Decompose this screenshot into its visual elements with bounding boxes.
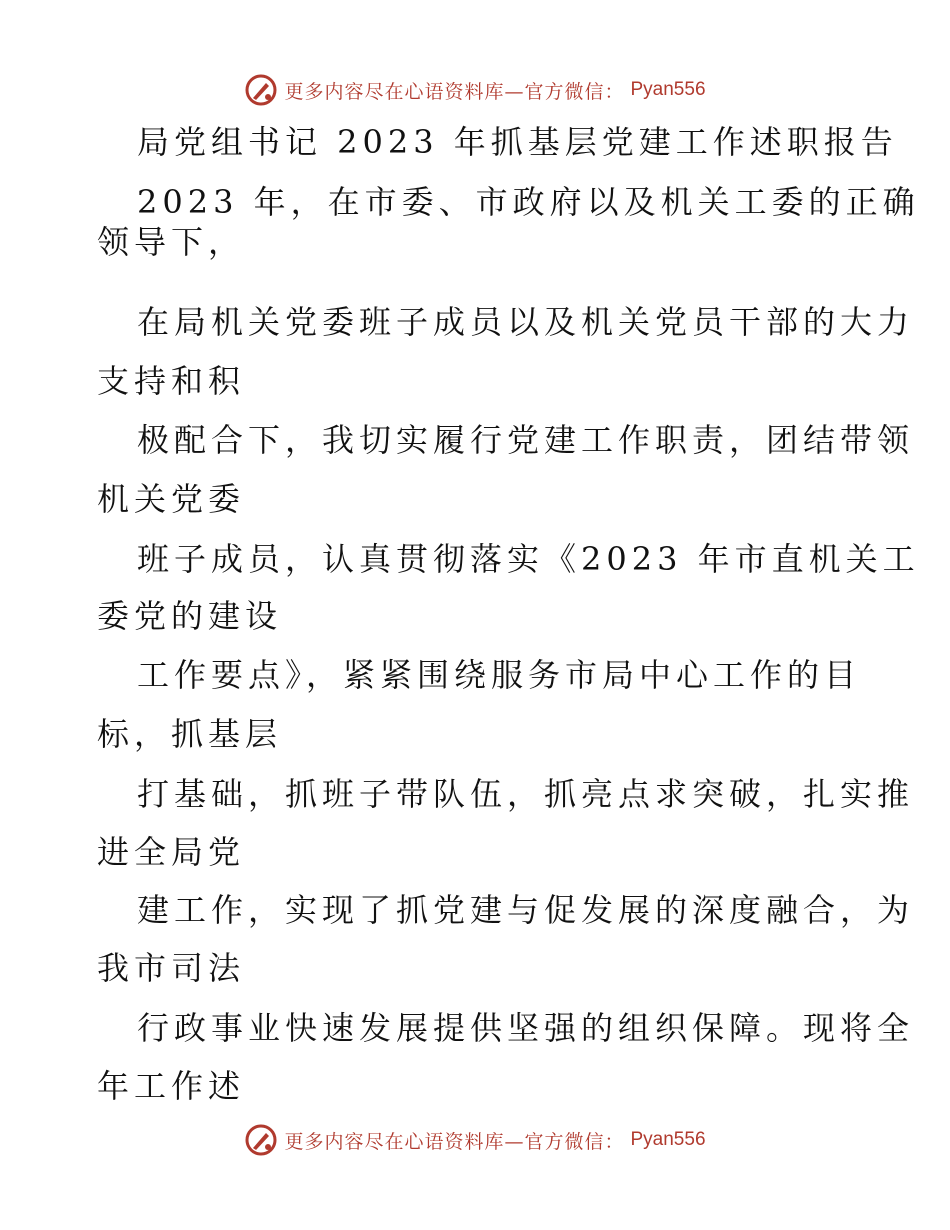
text-line: 年工作述 (97, 1067, 246, 1105)
header-watermark (0, 70, 950, 110)
text-line: 标，抓基层 (97, 715, 283, 753)
footer-watermark (0, 1120, 950, 1160)
text-line: 建工作，实现了抓党建与促发展的深度融合，为 (137, 891, 915, 929)
text-line: 委党的建设 (97, 597, 283, 635)
text-line: 打基础，抓班子带队伍，抓亮点求突破，扎实推 (137, 775, 915, 813)
text-line: 班子成员，认真贯彻落实《2023 年市直机关工 (137, 540, 920, 578)
watermark-id: Pyan556 (630, 1129, 706, 1150)
text-line: 机关党委 (97, 480, 246, 518)
pen-logo-icon (244, 1123, 278, 1157)
document-title: 局党组书记 2023 年抓基层党建工作述职报告 (137, 123, 898, 161)
text-line: 行政事业快速发展提供坚强的组织保障。现将全 (137, 1009, 915, 1047)
watermark-text: 更多内容尽在心语资料库—官方微信： (284, 80, 625, 103)
text-line: 我市司法 (97, 949, 246, 987)
text-line: 在局机关党委班子成员以及机关党员干部的大力 (137, 303, 915, 341)
text-line: 极配合下，我切实履行党建工作职责，团结带领 (137, 421, 915, 459)
text-line: 领导下， (97, 223, 246, 261)
text-line: 工作要点》，紧紧围绕服务市局中心工作的目 (137, 656, 862, 694)
text-line: 进全局党 (97, 833, 246, 871)
watermark-text: 更多内容尽在心语资料库—官方微信： (284, 1130, 625, 1153)
text-line: 支持和积 (97, 362, 246, 400)
watermark-id: Pyan556 (630, 79, 706, 100)
text-line: 2023 年，在市委、市政府以及机关工委的正确 (137, 183, 920, 221)
pen-logo-icon (244, 73, 278, 107)
